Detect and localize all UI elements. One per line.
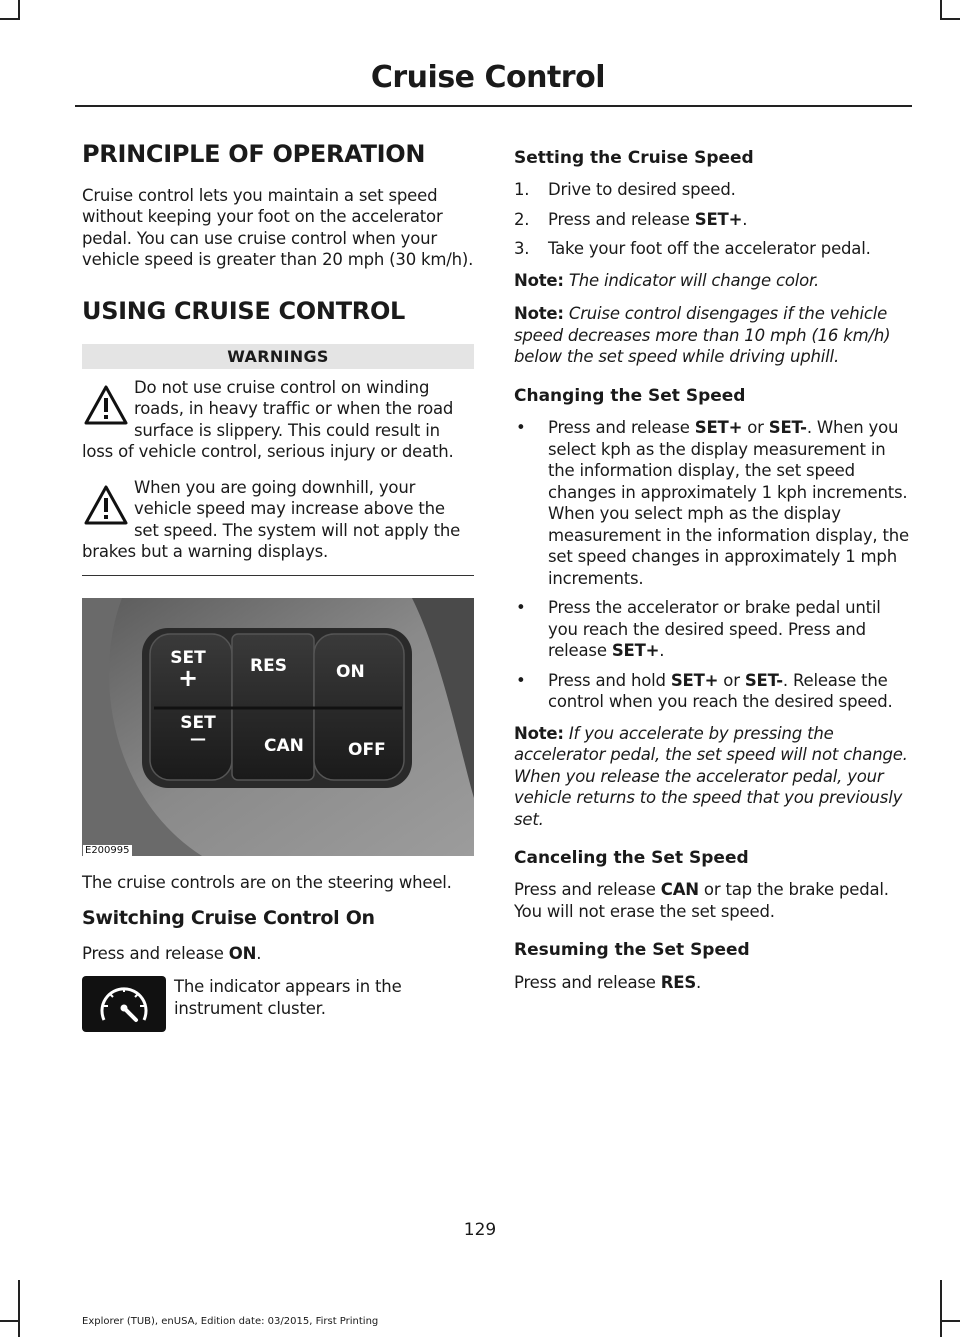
note-3 [514,723,909,831]
step-1 [514,179,909,201]
section-title: Cruise Control [370,60,605,95]
warning-1-text: Do not use cruise control on winding roads, in heavy traffic or when the road surface is slippery. This could result in loss of vehicle control, serious injury or death. [82,377,454,462]
warning-triangle-icon [82,381,130,429]
heading-canceling: Canceling the Set Speed [514,848,749,868]
note-1-text: The indicator will change color. [563,270,820,290]
button-set-plus [168,647,208,692]
resume-suffix: . [696,972,702,992]
set-plus-key: SET+ [670,670,719,690]
crop-mark [18,0,20,20]
crop-mark [18,1280,20,1337]
bullet-text: . Release the control when you reach the desired speed. [548,670,893,711]
controls-text: The cruise controls are on the steering wheel. [82,872,452,892]
set-plus-key: SET+ [694,418,743,437]
heading-setting: Setting the Cruise Speed [514,148,754,168]
warning-triangle-icon [82,481,130,529]
change-bullet-2 [514,597,909,662]
page-number: 129 [463,1220,497,1240]
bullet-text: Press and hold [548,670,671,690]
principle-text: Cruise control lets you maintain a set speed without keeping your foot on the accelerator pedal. You can use cruise control when your vehicle speed is greater than 20 mph (30 km/h). [82,185,474,270]
button-on: ON [336,661,365,682]
warnings-bar: WARNINGS [82,344,474,369]
bullet-text: Press and release [548,418,695,437]
resume-prefix: Press and release [514,972,661,992]
figure-id: E200995 [85,844,130,856]
step-3 [514,238,909,260]
warning-1 [82,377,474,463]
bullet-text: . [659,641,665,660]
crop-mark [940,18,960,20]
change-bullet-3 [514,670,909,713]
note-label: Note: [514,304,564,324]
set-minus-key: SET- [744,670,783,690]
cruise-indicator-icon [82,976,166,1032]
cancel-prefix: Press and release [514,880,661,900]
button-set-plus-label: SET [170,647,206,668]
crop-mark [940,1280,942,1337]
step-text: Take your foot off the accelerator pedal. [548,239,871,259]
step-number: 2. [514,209,530,229]
step-suffix: . [742,209,748,229]
cruise-controls-figure [82,598,474,856]
heading-switch-on: Switching Cruise Control On [82,907,375,930]
bullet-text: Press the accelerator or brake pedal until you reach the desired speed. Press and release [548,598,881,660]
can-key: CAN [660,880,699,900]
plus-symbol: + [177,663,199,692]
step-text: Press and release [548,209,695,229]
cancel-suffix: or tap the brake pedal. You will not erase the set speed. [514,880,889,921]
warnings-end-rule [82,575,474,576]
note-label: Note: [514,270,564,290]
heading-changing: Changing the Set Speed [514,385,746,406]
right-column [514,148,909,1005]
or-text: or [718,670,745,690]
or-text: or [742,418,769,437]
note-3-text: If you accelerate by pressing the accelerator pedal, the set speed will not change. When you release the accelerator pedal, your vehicle returns to the speed that you previously set. [514,723,908,829]
setting-steps [514,179,909,260]
set-plus-key: SET+ [611,641,660,660]
steering-wheel-controls-illustration [82,598,474,856]
step-number: 1. [514,180,530,200]
bullet: • [516,670,526,690]
footer-text: Explorer (TUB), enUSA, Edition date: 03/2015, First Printing [82,1316,379,1327]
changing-list [514,417,909,713]
crop-mark [0,18,20,20]
indicator-text: The indicator appears in the instrument cluster. [174,977,402,1018]
minus-symbol: — [190,728,206,748]
heading-resuming: Resuming the Set Speed [514,940,750,961]
switch-on-text [82,943,474,965]
crop-mark [940,0,942,20]
bullet-text: . When you select kph as the display measurement in the information display, the set speed changes in approximately 1 kph increments. When you select mph as the display measurement in the information display, the set speed changes in approximately 1 mph increments. [548,418,909,588]
step-number: 3. [514,239,530,259]
button-can: CAN [264,735,304,756]
note-label: Note: [514,723,564,743]
resuming-text [514,972,909,994]
note-1 [514,270,909,292]
step-text: Drive to desired speed. [548,180,736,200]
change-bullet-1 [514,417,909,589]
note-2-text: Cruise control disengages if the vehicle speed decreases more than 10 mph (16 km/h) below the set speed while driving uphill. [514,304,891,367]
switch-on-prefix: Press and release [82,943,229,963]
set-plus-key: SET+ [694,209,743,229]
step-2 [514,209,909,231]
res-key: RES [660,972,697,992]
bullet: • [516,598,526,617]
button-set-minus-label: SET [180,712,216,733]
heading-using: USING CRUISE CONTROL [82,296,406,325]
set-minus-key: SET- [768,418,807,437]
bullet: • [516,418,526,437]
header-rule [75,105,912,107]
left-column [82,140,474,1040]
heading-principle: PRINCIPLE OF OPERATION [82,140,426,168]
note-2 [514,303,909,368]
button-set-minus [178,712,218,748]
crop-mark [0,1320,20,1322]
button-off: OFF [348,739,386,760]
warning-2-text: When you are going downhill, your vehicle speed may increase above the set speed. The system will not apply the brakes but a warning displays. [82,477,461,562]
indicator-row [82,976,474,1040]
on-key: ON [228,943,257,963]
warning-2 [82,477,474,563]
period: . [256,943,262,963]
canceling-text [514,879,909,922]
crop-mark [940,1320,960,1322]
button-res: RES [250,655,287,676]
